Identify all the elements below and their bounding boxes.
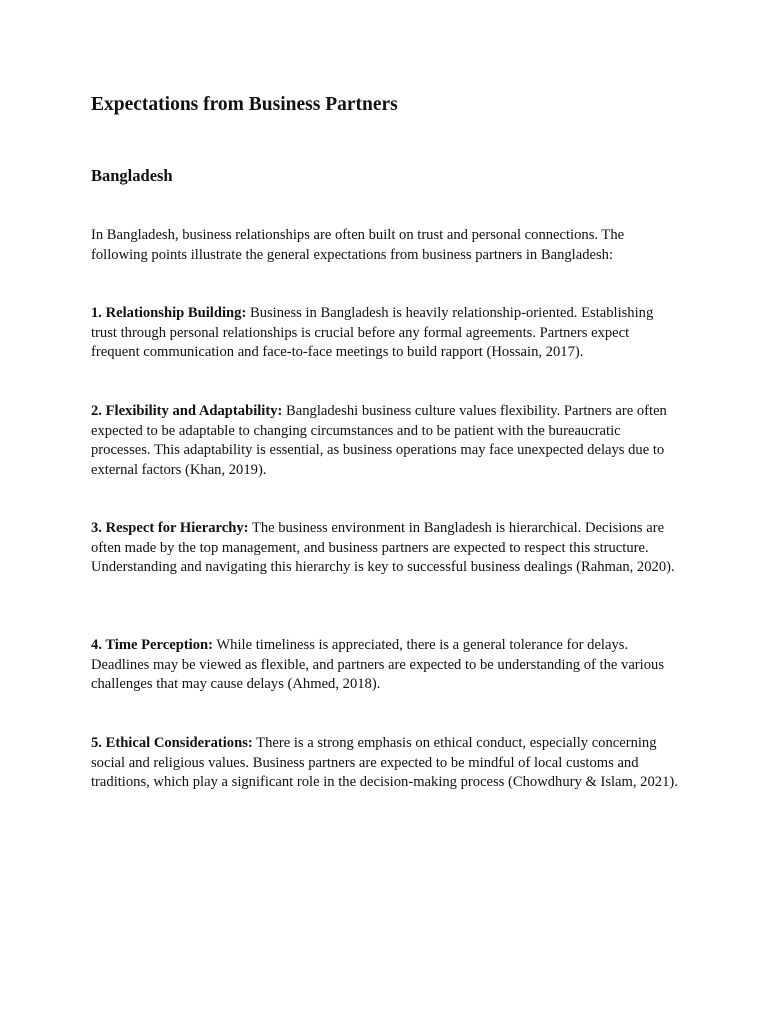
point-label: 3. Respect for Hierarchy: [91,520,249,536]
point-label: 1. Relationship Building: [91,305,247,321]
point-text: Business in Bangladesh is heavily relationship-oriented. Establishing trust through personal relationships is crucial before any formal agreements. Partners expect frequent communication and face-to-face meetings to build rapport (Hossain, 2017). [91,305,654,361]
intro-paragraph: In Bangladesh, business relationships are often built on trust and personal connections. The following points illustrate the general expectations from business partners in Bangladesh: [91,227,625,263]
point-text: The business environment in Bangladesh is hierarchical. Decisions are often made by the top management, and business partners are expected to respect this structure. Understanding and navigating this hierarchy is key to successful business dealings (Rahman, 2020). [91,520,675,576]
point-time-perception [91,636,681,695]
point-label: 4. Time Perception: [91,637,214,653]
point-label: 5. Ethical Considerations: [91,735,253,751]
section-heading-bangladesh: Bangladesh [91,166,173,185]
point-relationship-building [91,304,681,363]
point-text: Bangladeshi business culture values flexibility. Partners are often expected to be adaptable to changing circumstances and to be patient with the bureaucratic processes. This adaptability is essential, as business operations may face unexpected delays due to external factors (Khan, 2019). [91,403,667,478]
point-label: 2. Flexibility and Adaptability: [91,403,283,419]
point-respect-hierarchy [91,519,681,578]
point-ethical-considerations [91,734,681,793]
point-flexibility-adaptability [91,402,681,480]
point-text: There is a strong emphasis on ethical conduct, especially concerning social and religious values. Business partners are expected to be mindful of local customs and traditions, which play a significant role in the decision-making process (Chowdhury & Islam, 2021). [91,735,678,791]
point-text: While timeliness is appreciated, there is a general tolerance for delays. Deadlines may be viewed as flexible, and partners are expected to be understanding of the various challenges that may cause delays (Ahmed, 2018). [91,637,664,693]
document-title: Expectations from Business Partners [91,94,398,115]
